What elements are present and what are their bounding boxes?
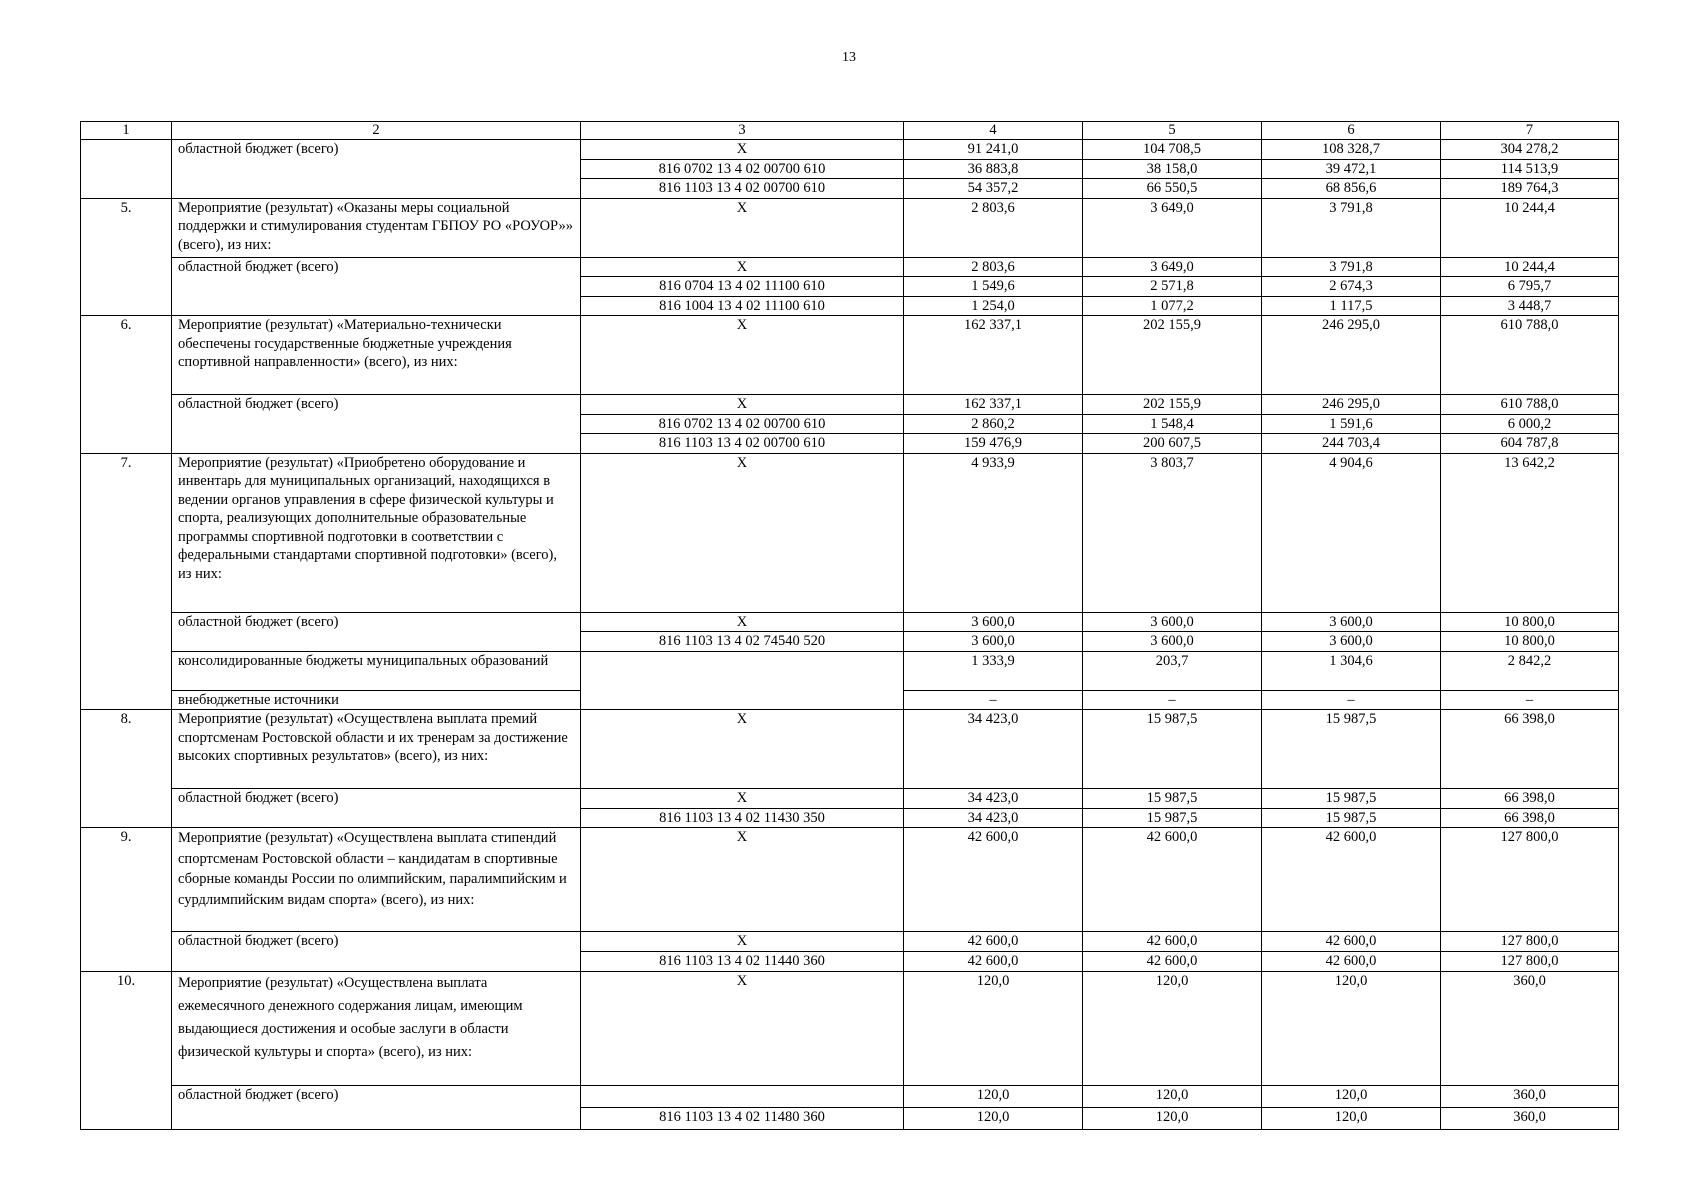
value-cell: 3 600,0 [904,632,1083,652]
row-label: областной бюджет (всего) [172,257,581,316]
column-number: 4 [904,122,1083,140]
value-cell: 120,0 [1262,972,1441,1086]
budget-code: Х [581,972,904,1086]
budget-code: Х [581,140,904,160]
table-row [81,316,1619,395]
value-cell: 2 842,2 [1441,651,1619,690]
value-cell: 1 333,9 [904,651,1083,690]
value-cell: 3 649,0 [1083,198,1262,257]
value-cell: 1 077,2 [1083,296,1262,316]
row-label: Мероприятие (результат) «Оказаны меры социальной поддержки и стимулирования студентам ГБПОУ РО «РОУОР»» (всего), из них: [172,198,581,257]
budget-code: 816 1103 13 4 02 11430 350 [581,808,904,828]
value-cell: 91 241,0 [904,140,1083,160]
value-cell: 3 600,0 [1083,632,1262,652]
value-cell: 1 117,5 [1262,296,1441,316]
value-cell: 120,0 [904,1108,1083,1130]
value-cell: 162 337,1 [904,395,1083,415]
budget-code: 816 1103 13 4 02 00700 610 [581,179,904,199]
budget-code: 816 0702 13 4 02 00700 610 [581,414,904,434]
table-row [81,395,1619,415]
budget-code: Х [581,316,904,395]
budget-code: Х [581,932,904,952]
value-cell: 120,0 [1262,1108,1441,1130]
value-cell: 114 513,9 [1441,159,1619,179]
value-cell: 120,0 [1083,1086,1262,1108]
value-cell: 42 600,0 [1262,932,1441,952]
value-cell: 3 803,7 [1083,453,1262,612]
budget-code: Х [581,789,904,809]
budget-code: 816 1103 13 4 02 00700 610 [581,434,904,454]
table-row [81,1086,1619,1108]
value-cell: 10 244,4 [1441,257,1619,277]
value-cell: 54 357,2 [904,179,1083,199]
budget-code: Х [581,710,904,789]
value-cell: 200 607,5 [1083,434,1262,454]
value-cell: 66 550,5 [1083,179,1262,199]
page-number: 13 [842,50,856,65]
value-cell: 604 787,8 [1441,434,1619,454]
column-number: 7 [1441,122,1619,140]
row-number: 6. [81,316,172,454]
value-cell: 246 295,0 [1262,395,1441,415]
value-cell: 10 800,0 [1441,632,1619,652]
value-cell: 68 856,6 [1262,179,1441,199]
value-cell: 2 803,6 [904,198,1083,257]
row-label: областной бюджет (всего) [172,932,581,972]
budget-code-cell [581,651,904,710]
value-cell: 1 254,0 [904,296,1083,316]
budget-code: Х [581,198,904,257]
value-cell: 3 791,8 [1262,257,1441,277]
value-cell: 15 987,5 [1083,789,1262,809]
column-number: 3 [581,122,904,140]
value-cell: 42 600,0 [1083,932,1262,952]
value-cell: 162 337,1 [904,316,1083,395]
value-cell: 39 472,1 [1262,159,1441,179]
row-label: внебюджетные источники [172,690,581,710]
value-cell: 42 600,0 [1083,952,1262,972]
value-cell: 36 883,8 [904,159,1083,179]
row-label: областной бюджет (всего) [172,789,581,828]
value-cell: 66 398,0 [1441,789,1619,809]
row-label: консолидированные бюджеты муниципальных образований [172,651,581,690]
value-cell: 360,0 [1441,1086,1619,1108]
column-number: 2 [172,122,581,140]
value-cell: 13 642,2 [1441,453,1619,612]
value-cell: 120,0 [1262,1086,1441,1108]
value-cell: 610 788,0 [1441,395,1619,415]
row-label: областной бюджет (всего) [172,140,581,199]
value-cell: 202 155,9 [1083,316,1262,395]
table-row [81,198,1619,257]
value-cell: 15 987,5 [1262,710,1441,789]
value-cell: 202 155,9 [1083,395,1262,415]
budget-code: 816 1004 13 4 02 11100 610 [581,296,904,316]
value-cell: 360,0 [1441,972,1619,1086]
table-row [81,932,1619,952]
value-cell: – [1262,690,1441,710]
value-cell: 3 649,0 [1083,257,1262,277]
row-label: областной бюджет (всего) [172,1086,581,1130]
table-row [81,257,1619,277]
budget-code: 816 1103 13 4 02 74540 520 [581,632,904,652]
row-label: областной бюджет (всего) [172,395,581,454]
value-cell: 3 791,8 [1262,198,1441,257]
column-number: 5 [1083,122,1262,140]
value-cell: 4 933,9 [904,453,1083,612]
value-cell: 42 600,0 [1262,952,1441,972]
row-number: 10. [81,972,172,1130]
row-number: 9. [81,828,172,972]
value-cell: 34 423,0 [904,710,1083,789]
value-cell: 610 788,0 [1441,316,1619,395]
budget-code: 816 1103 13 4 02 11480 360 [581,1108,904,1130]
value-cell: 360,0 [1441,1108,1619,1130]
value-cell: 15 987,5 [1262,808,1441,828]
value-cell: 120,0 [904,1086,1083,1108]
value-cell: 304 278,2 [1441,140,1619,160]
value-cell: 189 764,3 [1441,179,1619,199]
value-cell: 127 800,0 [1441,952,1619,972]
budget-code: 816 0704 13 4 02 11100 610 [581,277,904,297]
table-row [81,828,1619,932]
table-row [81,651,1619,690]
value-cell: 1 591,6 [1262,414,1441,434]
value-cell: 2 674,3 [1262,277,1441,297]
value-cell: 246 295,0 [1262,316,1441,395]
value-cell: 1 549,6 [904,277,1083,297]
value-cell: 10 800,0 [1441,612,1619,632]
column-number-row [81,122,1619,140]
value-cell: – [904,690,1083,710]
value-cell: 42 600,0 [1262,828,1441,932]
value-cell: 66 398,0 [1441,710,1619,789]
value-cell: 127 800,0 [1441,828,1619,932]
value-cell: 15 987,5 [1083,808,1262,828]
value-cell: 3 600,0 [1083,612,1262,632]
row-label: областной бюджет (всего) [172,612,581,651]
budget-code: 816 1103 13 4 02 11440 360 [581,952,904,972]
value-cell: 4 904,6 [1262,453,1441,612]
value-cell: 3 600,0 [904,612,1083,632]
value-cell: 15 987,5 [1262,789,1441,809]
value-cell: 34 423,0 [904,789,1083,809]
value-cell: 10 244,4 [1441,198,1619,257]
value-cell: 2 860,2 [904,414,1083,434]
value-cell: 159 476,9 [904,434,1083,454]
column-number: 6 [1262,122,1441,140]
value-cell: 66 398,0 [1441,808,1619,828]
table-row [81,972,1619,1086]
value-cell: – [1083,690,1262,710]
table-row [81,140,1619,160]
value-cell: 244 703,4 [1262,434,1441,454]
value-cell: 42 600,0 [904,932,1083,952]
value-cell: 6 795,7 [1441,277,1619,297]
budget-code: Х [581,257,904,277]
column-number: 1 [81,122,172,140]
table-row [81,789,1619,809]
value-cell: 34 423,0 [904,808,1083,828]
table-row [81,710,1619,789]
value-cell: 42 600,0 [904,828,1083,932]
value-cell: 1 304,6 [1262,651,1441,690]
budget-code: Х [581,453,904,612]
value-cell: 120,0 [904,972,1083,1086]
budget-code-cell [581,1086,904,1108]
value-cell: 15 987,5 [1083,710,1262,789]
value-cell: 2 571,8 [1083,277,1262,297]
row-label: Мероприятие (результат) «Осуществлена выплата ежемесячного денежного содержания лицам, имеющим выдающиеся достижения и особые заслуги в области физической культуры и спорта» (всего), из них: [172,972,581,1086]
row-label: Мероприятие (результат) «Материально-технически обеспечены государственные бюджетные учреждения спортивной направленности» (всего), из них: [172,316,581,395]
value-cell: – [1441,690,1619,710]
table-row [81,453,1619,612]
budget-code: 816 0702 13 4 02 00700 610 [581,159,904,179]
value-cell: 104 708,5 [1083,140,1262,160]
row-number: 7. [81,453,172,710]
value-cell: 108 328,7 [1262,140,1441,160]
value-cell: 3 448,7 [1441,296,1619,316]
value-cell: 38 158,0 [1083,159,1262,179]
value-cell: 3 600,0 [1262,612,1441,632]
budget-table [80,121,1619,1130]
row-number: 5. [81,198,172,316]
value-cell: 120,0 [1083,1108,1262,1130]
value-cell: 42 600,0 [904,952,1083,972]
budget-code: Х [581,612,904,632]
value-cell: 1 548,4 [1083,414,1262,434]
row-number: 8. [81,710,172,828]
value-cell: 42 600,0 [1083,828,1262,932]
table-row [81,612,1619,632]
value-cell: 2 803,6 [904,257,1083,277]
budget-code: Х [581,828,904,932]
row-number-cell [81,140,172,199]
row-label: Мероприятие (результат) «Осуществлена выплата премий спортсменам Ростовской области и их тренерам за достижение высоких спортивных результатов» (всего), из них: [172,710,581,789]
row-label: Мероприятие (результат) «Осуществлена выплата стипендий спортсменам Ростовской области – кандидатам в спортивные сборные команды России по олимпийским, паралимпийским и сурдлимпийским видам спорта» (всего), из них: [172,828,581,932]
row-label: Мероприятие (результат) «Приобретено оборудование и инвентарь для муниципальных организаций, находящихся в ведении органов управления в сфере физической культуры и спорта, реализующих дополнительные образовательные программы спортивной подготовки в соответствии с федеральными стандартами спортивной подготовки» (всего), из них: [172,453,581,612]
value-cell: 127 800,0 [1441,932,1619,952]
value-cell: 6 000,2 [1441,414,1619,434]
value-cell: 120,0 [1083,972,1262,1086]
value-cell: 203,7 [1083,651,1262,690]
budget-code: Х [581,395,904,415]
value-cell: 3 600,0 [1262,632,1441,652]
